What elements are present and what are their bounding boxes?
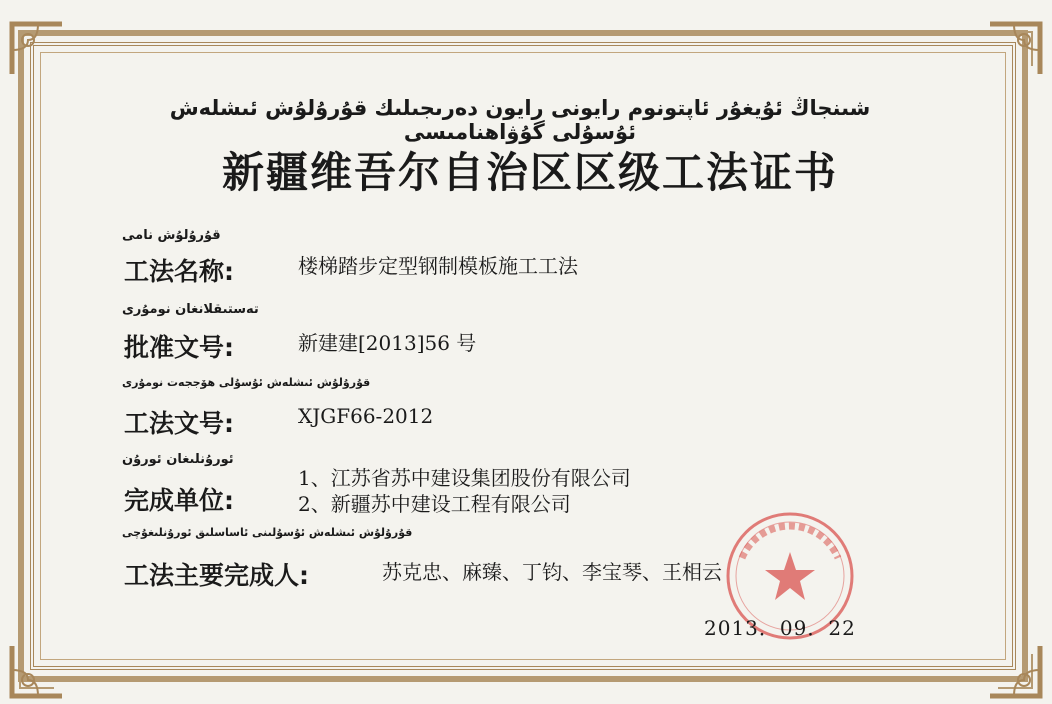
corner-ornament-icon [8, 642, 66, 700]
label-method-no: 工法文号: [124, 409, 234, 438]
value-approval-no: 新建建[2013]56 号 [298, 331, 477, 355]
label-method-name: 工法名称: [124, 257, 234, 286]
issue-date: 2013．09．22 [704, 616, 856, 640]
value-completing-unit-1: 1、江苏省苏中建设集团股份有限公司 [298, 466, 631, 490]
uyghur-certificate-title: شىنجاڭ ئۇيغۇر ئاپتونوم رايونى رايون دەرىجىلىك قۇرۇلۇش ئىشلەش ئۇسۇلى گۇۋاھنامىسى [169, 96, 871, 144]
uyghur-label-completing-units: ئورۇنلىغان ئورۇن [122, 452, 234, 467]
label-completing-units: 完成单位: [124, 486, 234, 515]
uyghur-label-approval-no: تەستىقلانغان نومۇرى [122, 302, 259, 317]
corner-ornament-icon [986, 20, 1044, 78]
uyghur-label-method-no: قۇرۇلۇش ئىشلەش ئۇسۇلى ھۆججەت نومۇرى [122, 376, 371, 389]
label-approval-no: 批准文号: [124, 333, 234, 362]
label-main-completers: 工法主要完成人: [124, 561, 309, 590]
value-method-no: XJGF66-2012 [298, 404, 434, 428]
value-main-completers: 苏克忠、麻臻、丁钧、李宝琴、王相云 [382, 560, 722, 584]
uyghur-label-method-name: قۇرۇلۇش نامى [122, 228, 221, 243]
corner-ornament-icon [986, 642, 1044, 700]
value-completing-unit-2: 2、新疆苏中建设工程有限公司 [298, 492, 571, 516]
uyghur-label-main-completers: قۇرۇلۇش ئىشلەش ئۇسۇلىنى ئاساسلىق ئورۇنلىغۇچى [122, 526, 413, 539]
certificate-title: 新疆维吾尔自治区区级工法证书 [221, 148, 838, 197]
value-method-name: 楼梯踏步定型钢制模板施工工法 [298, 254, 578, 278]
corner-ornament-icon [8, 20, 66, 78]
